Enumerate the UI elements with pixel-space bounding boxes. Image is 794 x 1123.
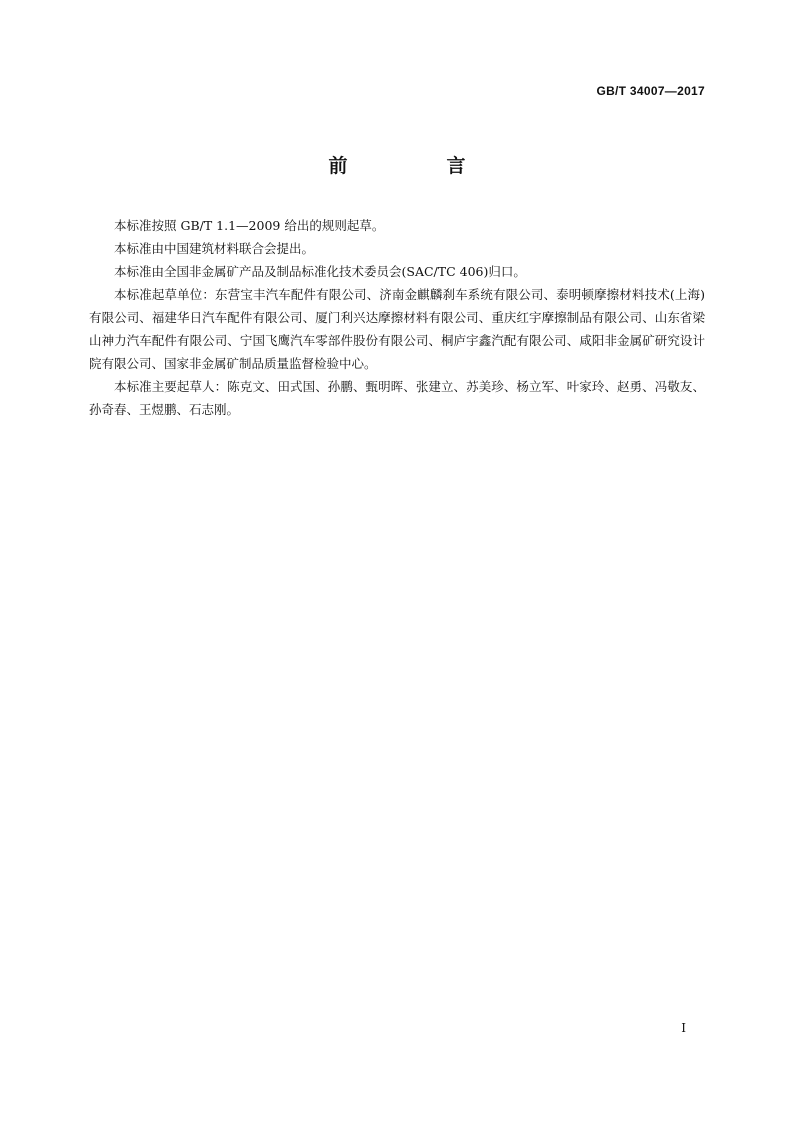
standard-code-header: GB/T 34007—2017 [596, 84, 705, 98]
paragraph-drafting-rules: 本标准按照 GB/T 1.1—2009 给出的规则起草。 [114, 218, 385, 233]
page-title: 前 言 [328, 155, 506, 177]
paragraph-committee: 本标准由全国非金属矿产品及制品标准化技术委员会(SAC/TC 406)归口。 [114, 264, 526, 279]
paragraph-drafting-units: 本标准起草单位：东营宝丰汽车配件有限公司、济南金麒麟刹车系统有限公司、泰明顿摩擦材料技术(上海)有限公司、福建华日汽车配件有限公司、厦门利兴达摩擦材料有限公司、重庆红宇摩擦制品有限公司、山东省梁山神力汽车配件有限公司、宁国飞鹰汽车零部件股份有限公司、桐庐宇鑫汽配有限公司、咸阳非金属矿研究设计院有限公司、国家非金属矿制品质量监督检验中心。 [89, 287, 705, 371]
paragraph-proposer: 本标准由中国建筑材料联合会提出。 [114, 241, 315, 256]
paragraph-drafters: 本标准主要起草人：陈克文、田式国、孙鹏、甄明晖、张建立、苏美珍、杨立军、叶家玲、赵勇、冯敬友、孙奇春、王煜鹏、石志刚。 [89, 379, 705, 417]
foreword-body [89, 214, 705, 421]
page-number: I [681, 1021, 686, 1035]
